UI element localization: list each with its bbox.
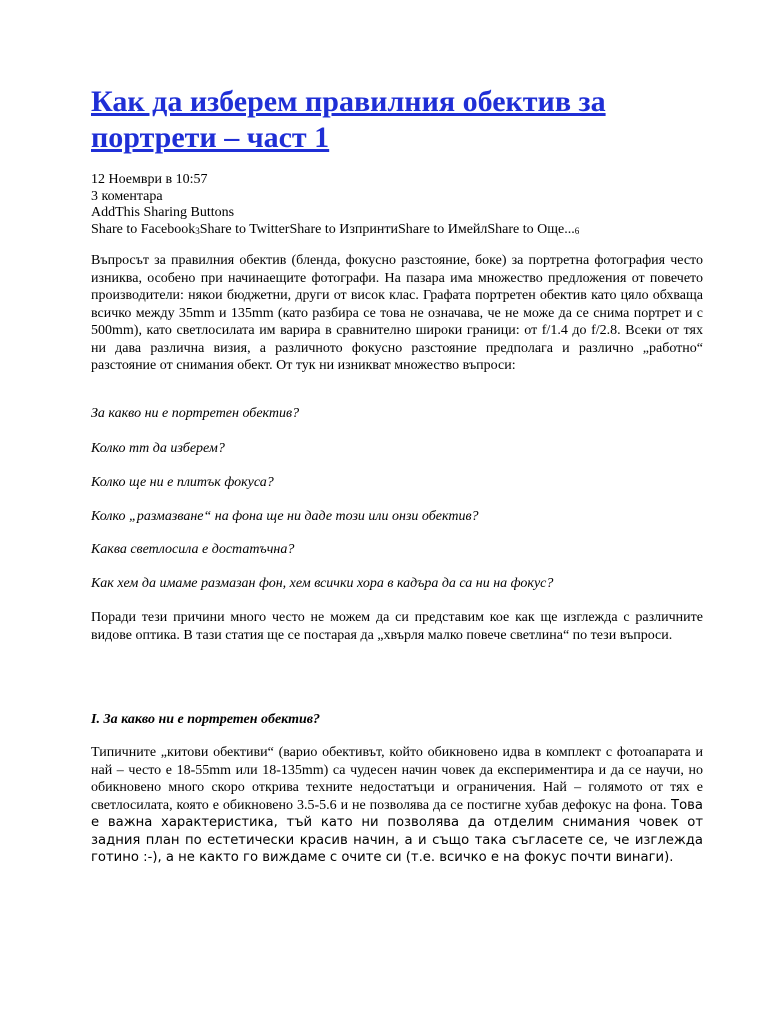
- post-date: 12 Ноември в 10:57: [91, 172, 208, 187]
- share-more-count: 6: [574, 225, 580, 236]
- share-facebook-button[interactable]: Share to Facebook: [91, 221, 196, 237]
- question-5: Каква светлосила е достатъчна?: [91, 542, 295, 557]
- section-paragraph-part1: Типичните „китови обективи“ (варио обективът, който обикновено идва в комплект с фотоапарата и най – често е 18-55mm или 18-135mm) са чудесен начин човек да експериментира и да се научи, но обикновено много скоро открива техните недостатъци и ограничения. Най – голямото от тях е светлосилата, която е обикновено 3.5-5.6 и не позволява да се постигне хубав дефокус на фона.: [91, 745, 703, 813]
- share-print-button[interactable]: Share to Изпринти: [289, 221, 398, 237]
- share-twitter-button[interactable]: Share to Twitter: [199, 221, 290, 237]
- section-heading: I. За какво ни е портретен обектив?: [91, 712, 321, 727]
- reasons-paragraph: Поради тези причини много често не можем да си представим кое как ще изглежда с различните видове оптика. В тази статия ще се постарая да „хвърля малко повече светлина“ по тези въпроси.: [91, 610, 703, 643]
- question-4: Колко „размазване“ на фона ще ни даде този или онзи обектив?: [91, 509, 479, 524]
- question-2: Колко mm да изберем?: [91, 441, 225, 456]
- page-title: [91, 84, 703, 156]
- share-facebook-count: 3: [195, 225, 200, 236]
- share-more-button[interactable]: Share to Още...: [487, 221, 575, 237]
- section-paragraph: [91, 744, 703, 867]
- article-title-link[interactable]: Как да изберем правилния обектив за портрети – част 1: [91, 85, 606, 154]
- share-email-button[interactable]: Share to Имейл: [397, 221, 488, 237]
- intro-paragraph: Въпросът за правилния обектив (бленда, фокусно разстояние, боке) за портретна фотография често изниква, особено при начинаещите фотографи. На пазара има множество предложения от повечето производители: някои бюджетни, други от висок клас. Графата портретен обектив като цяло обхваща всичко между 35mm и 135mm (като разбира се това не означава, че не може да се снима портрет и с 500mm), като светлосилата им варира в сравнително широки граници: от f/1.4 до f/2.8. Всеки от тях ни дава различна визия, а различното фокусно разстояние предполага и различно „работно“ разстояние от снимания обект. От тук ни изникват множество въпроси:: [91, 253, 703, 373]
- question-1: За какво ни е портретен обектив?: [91, 406, 300, 421]
- question-6: Как хем да имаме размазан фон, хем всички хора в кадъра да са ни на фокус?: [91, 576, 554, 591]
- share-bar: [91, 222, 579, 240]
- section-paragraph-part2: Това е важна характеристика, тъй като ни позволява да отделим снимания човек от задния план по естетически красив начин, а и също така съгласете се, че изглежда готино :-), а не както го виждаме с очите си (т.е. всичко е на фокус почти винаги).: [91, 797, 703, 865]
- article-meta: [91, 172, 579, 239]
- share-heading: AddThis Sharing Buttons: [91, 205, 235, 221]
- question-3: Колко ще ни е плитък фокуса?: [91, 475, 274, 490]
- comments-link[interactable]: 3 коментара: [91, 188, 163, 204]
